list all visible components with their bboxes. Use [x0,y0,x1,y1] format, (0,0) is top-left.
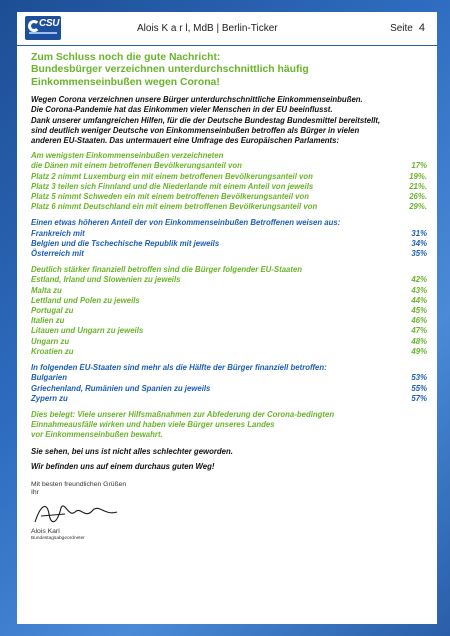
headline-line: Zum Schluss noch die gute Nachricht: [31,52,221,63]
statistic-label: Portugal zu [31,306,74,316]
statistic-label: Frankreich mit [31,228,85,238]
statistic-label: Österreich mit [31,249,84,259]
logo-text: CSU [39,18,60,29]
signature-role: Bundestagsabgeordneter [31,535,85,541]
intro-line: Die Corona-Pandemie hat das Einkommen vieler Menschen in der EU beeinflusst. [31,105,333,115]
document-page [17,12,437,624]
statistic-label: Litauen und Ungarn zu jeweils [31,326,144,336]
closing-line: Wir befinden uns auf einem durchaus guten Weg! [31,461,215,471]
statistic-value: 26%. [409,192,427,202]
headline [31,52,427,89]
statistic-value: 45% [411,306,427,316]
statistic-row [31,373,427,383]
statistic-row [31,394,427,404]
section-title: Einnahmeausfälle wirken und haben viele Bürger unseres Landes [31,420,275,430]
statistic-label: Zypern zu [31,393,68,403]
regards-line: Ihr [31,489,39,497]
statistic-row [31,275,427,285]
statistic-label: Platz 5 nimmt Schweden ein mit einem betroffenen Bevölkerungsanteil von [31,192,310,202]
statistic-row [31,249,427,259]
statistic-label: Platz 6 nimmt Deutschland ein mit einem betroffenen Bevölkerungsanteil von [31,202,318,212]
intro-line: Wegen Corona verzeichnen unsere Bürger unterdurchschnittliche Einkommenseinbußen. [31,95,363,105]
statistic-row [31,384,427,394]
statistic-value: 31% [411,228,427,238]
statistic-row [31,161,427,171]
logo-underline [29,32,57,34]
page-header [17,12,437,46]
closing-line: Sie sehen, bei uns ist nicht alles schlechter geworden. [31,446,233,456]
statistic-row [31,326,427,336]
headline-line: Einkommenseinbußen wegen Corona! [31,76,220,88]
statistic-value: 53% [411,373,427,383]
statistic-value: 34% [411,238,427,248]
statistic-row [31,239,427,249]
signature-name: Alois Karl [31,527,60,535]
statistic-label: Malta zu [31,285,62,295]
statistic-row [31,316,427,326]
statistic-row [31,172,427,182]
page-indicator [390,22,425,34]
statistics-section [31,218,427,259]
handwritten-signature [31,498,151,528]
section-title: Am wenigsten Einkommenseinbußen verzeichneten [31,151,224,161]
page-label: Seite [390,23,413,34]
statistic-value: 17% [411,161,427,171]
statistic-row [31,286,427,296]
section-title: Deutlich stärker finanziell betroffen sind die Bürger folgender EU-Staaten [31,265,303,275]
header-title: Alois K a r l, MdB | Berlin-Ticker [137,23,278,34]
statistic-label: die Dänen mit einem betroffenen Bevölkerungsanteil von [31,161,242,171]
intro-paragraph [31,95,427,146]
intro-line: Dank unserer umfangreichen Hilfen, für die der Deutsche Bundestag Bundesmittel bereitstellt, [31,115,381,125]
statistic-row [31,337,427,347]
statistic-row [31,306,427,316]
regards-line: Mit besten freundlichen Grüßen [31,480,127,488]
intro-line: anderen EU-Staaten. Das untermauert eine Umfrage des Europäischen Parlaments: [31,136,340,146]
statistic-label: Kroatien zu [31,346,74,356]
statistic-label: Platz 3 teilen sich Finnland und die Niederlande mit einem Anteil von jeweils [31,181,314,191]
statistic-row [31,202,427,212]
statistic-value: 43% [411,285,427,295]
statistic-label: Platz 2 nimmt Luxemburg ein mit einem betroffenen Bevölkerungsanteil von [31,171,313,181]
page-number: 4 [418,22,425,34]
statistic-value: 44% [411,295,427,305]
intro-line: sind deutlich weniger Deutsche von Einkommenseinbußen betroffen als Bürger in vielen [31,125,360,135]
statistic-value: 19%. [409,171,427,181]
statistic-label: Ungarn zu [31,336,70,346]
statistics-section [31,363,427,404]
statistic-label: Belgien und die Tschechische Republik mit jeweils [31,238,220,248]
section-title: Dies belegt: Viele unserer Hilfsmaßnahmen zur Abfederung der Corona-bedingten [31,409,335,419]
headline-line: Bundesbürger verzeichnen unterdurchschnittlich häufig [31,64,309,76]
statistic-value: 46% [411,316,427,326]
csu-logo [25,16,61,40]
statistic-value: 48% [411,336,427,346]
statistic-label: Lettland und Polen zu jeweils [31,295,140,305]
statistic-row [31,192,427,202]
statistics-sections [31,151,427,440]
section-title: vor Einkommenseinbußen bewahrt. [31,430,163,440]
statistic-value: 55% [411,383,427,393]
statistic-label: Estland, Irland und Slowenien zu jeweils [31,275,181,285]
statistic-label: Bulgarien [31,373,67,383]
statistic-value: 21%. [409,181,427,191]
statistic-row [31,229,427,239]
section-title: In folgenden EU-Staaten sind mehr als die Hälfte der Bürger finanziell betroffen: [31,363,327,373]
statistic-row [31,182,427,192]
statistic-value: 57% [411,393,427,403]
regards [31,481,427,498]
statistic-value: 42% [411,275,427,285]
statistic-row [31,296,427,306]
section-title: Einen etwas höheren Anteil der von Einkommenseinbußen Betroffenen weisen aus: [31,218,341,228]
statistic-value: 47% [411,326,427,336]
statistics-section [31,410,427,441]
statistic-row [31,347,427,357]
page-content [31,52,427,542]
statistic-value: 35% [411,249,427,259]
statistic-value: 29%. [409,202,427,212]
statistic-label: Griechenland, Rumänien und Spanien zu jeweils [31,383,211,393]
statistic-value: 49% [411,346,427,356]
statistics-section [31,151,427,212]
statistics-section [31,265,427,357]
statistic-label: Italien zu [31,316,65,326]
